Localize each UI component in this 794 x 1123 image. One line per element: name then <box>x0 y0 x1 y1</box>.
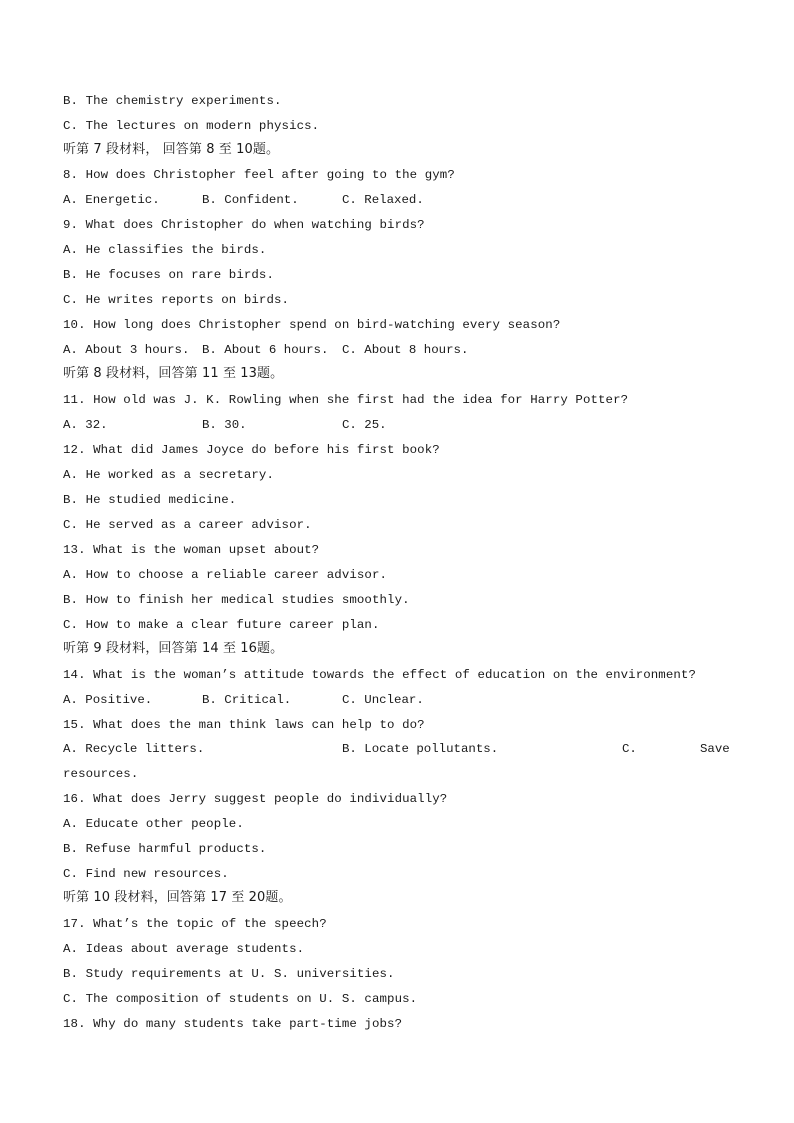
option-line: B. Critical. <box>202 693 292 707</box>
question-10: 10. How long does Christopher spend on bird-watching every season? <box>63 318 561 332</box>
option-line: B. About 6 hours. <box>202 343 329 357</box>
question-13: 13. What is the woman upset about? <box>63 543 320 557</box>
option-line: A. Recycle litters. <box>63 742 205 756</box>
section-heading: 听第 10 段材料，回答第 17 至 20题。 <box>63 890 292 905</box>
option-line: B. 30. <box>202 418 247 432</box>
question-12: 12. What did James Joyce do before his first book? <box>63 443 440 457</box>
option-line: C. Relaxed. <box>342 193 424 207</box>
question-17: 17. What’s the topic of the speech? <box>63 917 327 931</box>
option-line: C. He served as a career advisor. <box>63 518 312 532</box>
option-line: B. Confident. <box>202 193 299 207</box>
option-line: B. The chemistry experiments. <box>63 94 282 108</box>
question-11: 11. How old was J. K. Rowling when she first had the idea for Harry Potter? <box>63 393 629 407</box>
question-18: 18. Why do many students take part-time jobs? <box>63 1017 403 1031</box>
option-line: A. How to choose a reliable career advisor. <box>63 568 388 582</box>
section-heading: 听第 7 段材料， 回答第 8 至 10题。 <box>63 142 280 157</box>
option-line: C. 25. <box>342 418 387 432</box>
option-line: B. He focuses on rare birds. <box>63 268 274 282</box>
option-line: B. Study requirements at U. S. universities. <box>63 967 395 981</box>
option-line: C. Unclear. <box>342 693 424 707</box>
question-14: 14. What is the woman’s attitude towards the effect of education on the environment? <box>63 668 696 682</box>
question-15: 15. What does the man think laws can help to do? <box>63 718 425 732</box>
section-heading: 听第 8 段材料，回答第 11 至 13题。 <box>63 366 284 381</box>
question-16: 16. What does Jerry suggest people do individually? <box>63 792 448 806</box>
section-heading: 听第 9 段材料，回答第 14 至 16题。 <box>63 641 284 656</box>
question-8: 8. How does Christopher feel after going to the gym? <box>63 168 455 182</box>
option-line: B. Refuse harmful products. <box>63 842 267 856</box>
question-9: 9. What does Christopher do when watching birds? <box>63 218 425 232</box>
option-line: A. 32. <box>63 418 108 432</box>
option-line: A. Energetic. <box>63 193 160 207</box>
option-line: A. He classifies the birds. <box>63 243 267 257</box>
option-line: A. He worked as a secretary. <box>63 468 274 482</box>
option-line: C. About 8 hours. <box>342 343 469 357</box>
option-line: C. Find new resources. <box>63 867 229 881</box>
option-line: C. The lectures on modern physics. <box>63 119 320 133</box>
option-line: Save <box>700 742 730 756</box>
option-line: B. Locate pollutants. <box>342 742 499 756</box>
option-line: B. How to finish her medical studies smoothly. <box>63 593 410 607</box>
option-line: C. How to make a clear future career plan. <box>63 618 380 632</box>
option-line: A. Ideas about average students. <box>63 942 305 956</box>
option-line: A. Positive. <box>63 693 153 707</box>
option-line: A. About 3 hours. <box>63 343 190 357</box>
option-line: B. He studied medicine. <box>63 493 237 507</box>
option-line: A. Educate other people. <box>63 817 244 831</box>
option-line: C. The composition of students on U. S. campus. <box>63 992 418 1006</box>
option-label: C. <box>622 742 637 756</box>
option-line: resources. <box>63 767 139 781</box>
option-line: C. He writes reports on birds. <box>63 293 290 307</box>
